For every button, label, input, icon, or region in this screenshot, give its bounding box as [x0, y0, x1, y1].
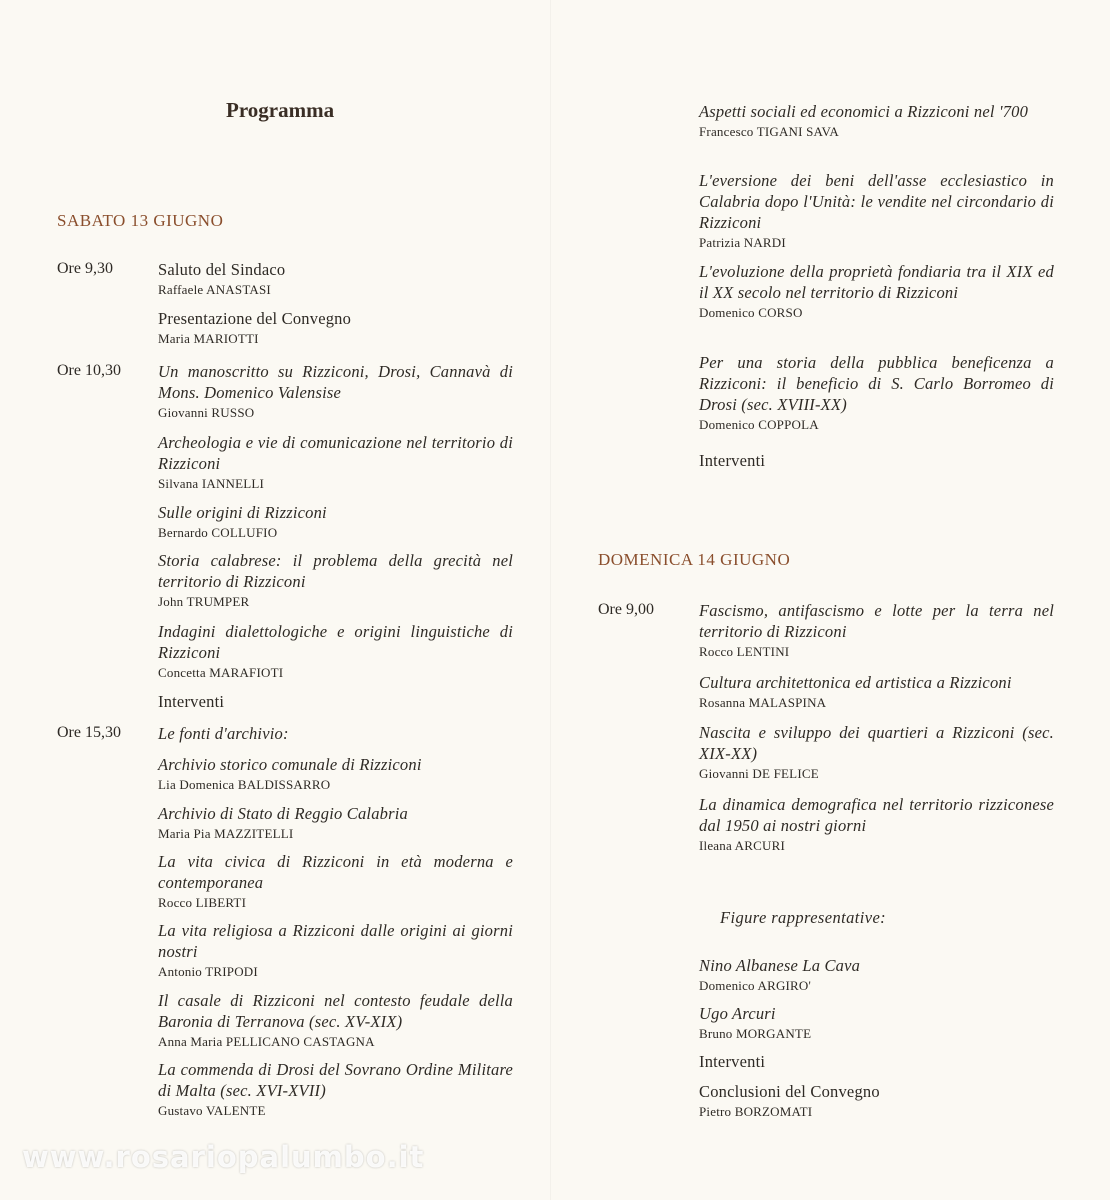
section-subheading: Figure rappresentative: [720, 908, 887, 927]
program-item [699, 261, 1054, 322]
talk-title: La dinamica demografica nel territorio rizziconese dal 1950 ai nostri giorni [699, 795, 1054, 835]
speaker-name: Domenico CORSO [699, 305, 803, 320]
talk-title: La commenda di Drosi del Sovrano Ordine Militare di Malta (sec. XVI-XVII) [158, 1060, 513, 1100]
program-item [158, 1059, 513, 1120]
speaker-name: Bruno MORGANTE [699, 1026, 812, 1041]
time-slot: Ore 9,00 [598, 601, 654, 618]
speaker-name: Rosanna MALASPINA [699, 695, 827, 710]
program-item [158, 259, 513, 299]
speaker-name: Gustavo VALENTE [158, 1103, 266, 1118]
talk-title: Ugo Arcuri [699, 1004, 776, 1023]
talk-title: Le fonti d'archivio: [158, 724, 289, 743]
section-subheading [158, 723, 513, 744]
talk-title: Aspetti sociali ed economici a Rizziconi nel '700 [699, 102, 1029, 121]
speaker-name: Bernardo COLLUFIO [158, 525, 278, 540]
speaker-name: Domenico ARGIRO' [699, 978, 812, 993]
speaker-name: Maria Pia MAZZITELLI [158, 826, 294, 841]
talk-title: Nino Albanese La Cava [699, 956, 861, 975]
speaker-name: Patrizia NARDI [699, 235, 786, 250]
time-slot: Ore 10,30 [57, 362, 121, 379]
talk-title: Archivio di Stato di Reggio Calabria [158, 804, 408, 823]
talk-title: Saluto del Sindaco [158, 260, 286, 279]
talk-title: Nascita e sviluppo dei quartieri a Rizziconi (sec. XIX-XX) [699, 723, 1054, 763]
watermark-text: www.rosariopalumbo.it [22, 1140, 425, 1174]
talk-title: Interventi [158, 692, 225, 711]
speaker-name: Antonio TRIPODI [158, 964, 258, 979]
speaker-name: Maria MARIOTTI [158, 331, 259, 346]
interventi-item [699, 1051, 1054, 1072]
speaker-name: Domenico COPPOLA [699, 417, 819, 432]
program-item [158, 308, 513, 348]
program-item [699, 352, 1054, 434]
program-item [158, 432, 513, 493]
talk-title: Storia calabrese: il problema della grecità nel territorio di Rizziconi [158, 551, 513, 591]
talk-title: Sulle origini di Rizziconi [158, 503, 327, 522]
speaker-name: Pietro BORZOMATI [699, 1104, 813, 1119]
talk-title: Conclusioni del Convegno [699, 1082, 880, 1101]
program-item [158, 550, 513, 611]
program-item [699, 1081, 1054, 1121]
speaker-name: Rocco LIBERTI [158, 895, 247, 910]
speaker-name: Rocco LENTINI [699, 644, 790, 659]
speaker-name: Raffaele ANASTASI [158, 282, 271, 297]
speaker-name: Anna Maria PELLICANO CASTAGNA [158, 1034, 375, 1049]
talk-title: Archivio storico comunale di Rizziconi [158, 755, 422, 774]
speaker-name: John TRUMPER [158, 594, 250, 609]
program-item [158, 920, 513, 981]
speaker-name: Francesco TIGANI SAVA [699, 124, 839, 139]
program-item [699, 794, 1054, 855]
program-item [158, 754, 513, 794]
talk-title: La vita civica di Rizziconi in età moderna e contemporanea [158, 852, 513, 892]
speaker-name: Giovanni RUSSO [158, 405, 255, 420]
talk-title: Presentazione del Convegno [158, 309, 352, 328]
time-slot: Ore 9,30 [57, 260, 113, 277]
speaker-name: Ileana ARCURI [699, 838, 786, 853]
talk-title: La vita religiosa a Rizziconi dalle origini ai giorni nostri [158, 921, 513, 961]
speaker-name: Lia Domenica BALDISSARRO [158, 777, 331, 792]
interventi-item [158, 691, 513, 712]
speaker-name: Concetta MARAFIOTI [158, 665, 284, 680]
program-item [699, 600, 1054, 661]
day-heading-sunday: DOMENICA 14 GIUGNO [598, 550, 791, 569]
talk-title: Il casale di Rizziconi nel contesto feudale della Baronia di Terranova (sec. XV-XIX) [158, 991, 513, 1031]
talk-title: L'eversione dei beni dell'asse ecclesiastico in Calabria dopo l'Unità: le vendite nel circondario di Rizziconi [699, 171, 1054, 232]
program-item [158, 621, 513, 682]
program-item [158, 803, 513, 843]
program-item [158, 851, 513, 912]
program-item [699, 672, 1054, 712]
program-item [699, 170, 1054, 252]
page-fold [550, 0, 551, 1200]
speaker-name: Silvana IANNELLI [158, 476, 265, 491]
program-item [699, 722, 1054, 783]
interventi-item [699, 450, 1054, 471]
program-item [699, 955, 1054, 995]
time-slot: Ore 15,30 [57, 724, 121, 741]
day-heading-saturday: SABATO 13 GIUGNO [57, 211, 224, 230]
talk-title: Interventi [699, 1052, 766, 1071]
program-item [158, 990, 513, 1051]
program-item [699, 101, 1054, 141]
talk-title: L'evoluzione della proprietà fondiaria tra il XIX ed il XX secolo nel territorio di Rizziconi [699, 262, 1054, 302]
talk-title: Archeologia e vie di comunicazione nel territorio di Rizziconi [158, 433, 513, 473]
talk-title: Un manoscritto su Rizziconi, Drosi, Cannavà di Mons. Domenico Valensise [158, 362, 513, 402]
talk-title: Interventi [699, 451, 766, 470]
program-item [158, 361, 513, 422]
talk-title: Indagini dialettologiche e origini linguistiche di Rizziconi [158, 622, 513, 662]
speaker-name: Giovanni DE FELICE [699, 766, 819, 781]
talk-title: Fascismo, antifascismo e lotte per la terra nel territorio di Rizziconi [699, 601, 1054, 641]
talk-title: Per una storia della pubblica beneficenza a Rizziconi: il beneficio di S. Carlo Borromeo di Drosi (sec. XVIII-XX) [699, 353, 1054, 414]
program-item [158, 502, 513, 542]
page-title: Programma [226, 98, 335, 122]
program-item [699, 1003, 1054, 1043]
talk-title: Cultura architettonica ed artistica a Rizziconi [699, 673, 1012, 692]
